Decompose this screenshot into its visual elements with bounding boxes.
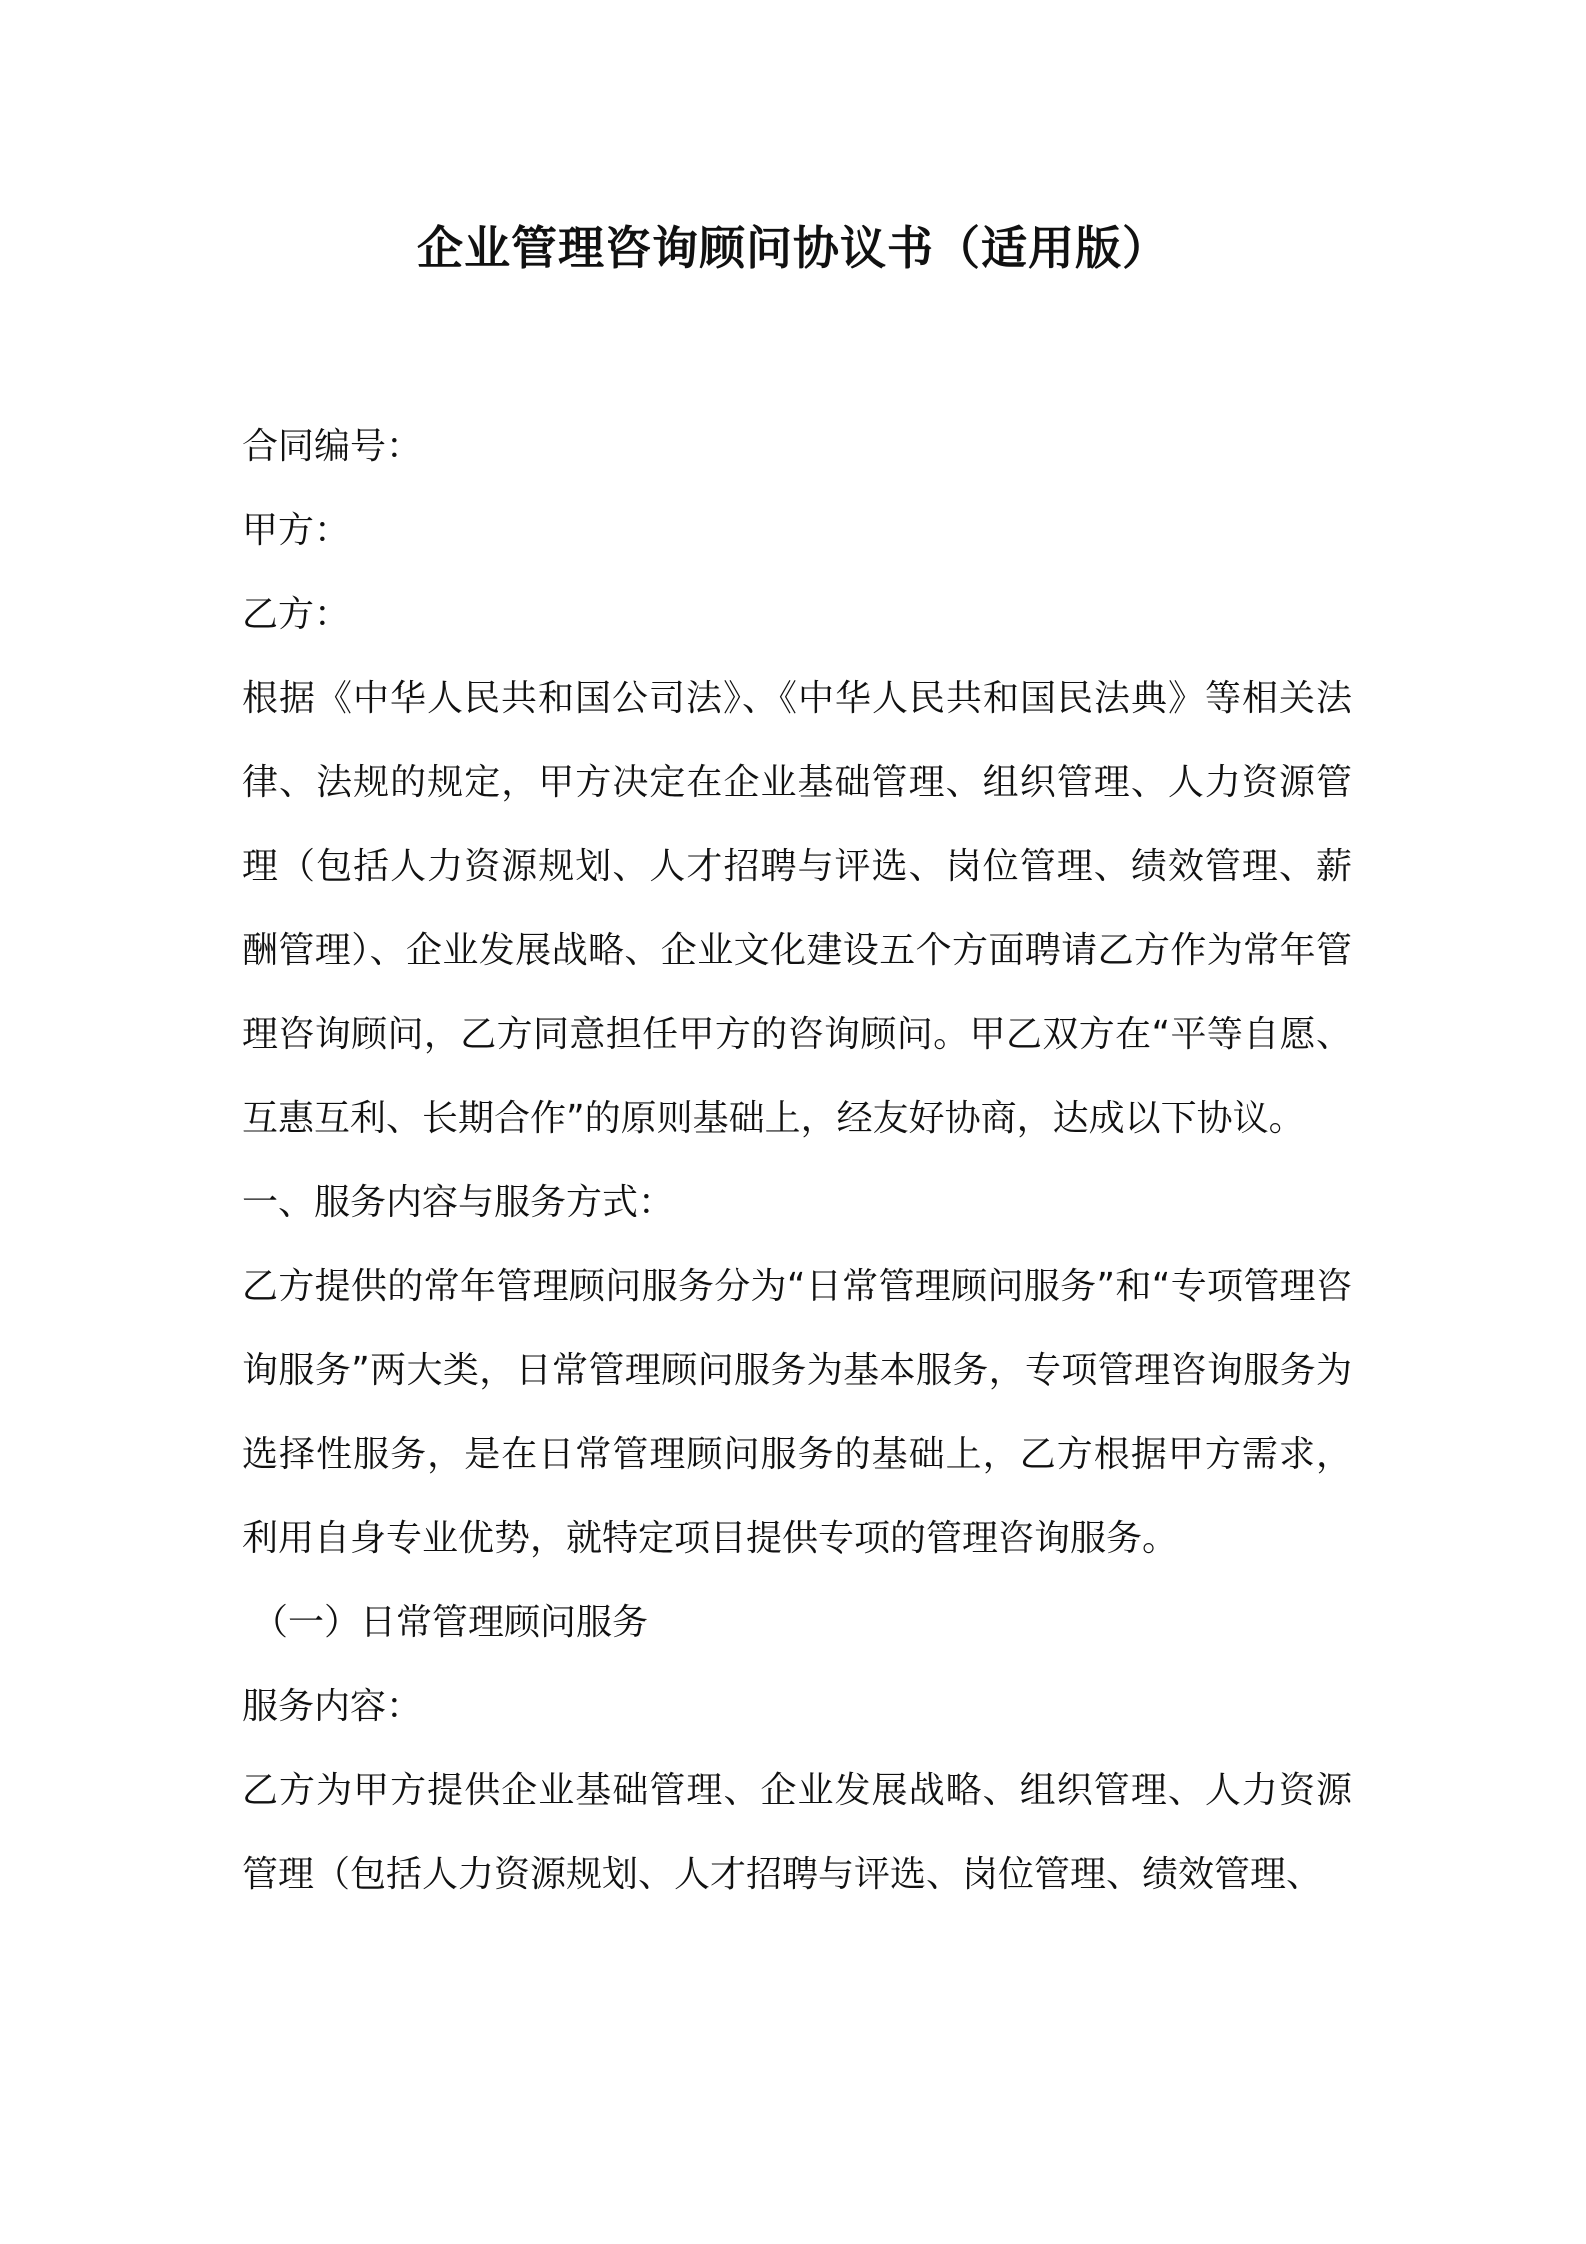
party-a-field: 甲方： (242, 510, 351, 551)
subsection-1-paragraph: 乙方为甲方提供企业基础管理、企业发展战略、组织管理、人力资源管理（包括人力资源规划、人才招聘与评选、岗位管理、绩效管理、 (242, 1770, 1352, 1895)
service-content-label: 服务内容： (242, 1686, 423, 1727)
section-1-heading: 一、服务内容与服务方式： (242, 1182, 675, 1223)
section-1-paragraph: 乙方提供的常年管理顾问服务分为“日常管理顾问服务”和“专项管理咨询服务”两大类，日常管理顾问服务为基本服务，专项管理咨询服务为选择性服务，是在日常管理顾问服务的基础上，乙方根据甲方需求，利用自身专业优势，就特定项目提供专项的管理咨询服务。 (242, 1266, 1352, 1559)
party-b-field: 乙方： (242, 594, 351, 635)
document-title: 企业管理咨询顾问协议书（适用版） (417, 221, 1169, 275)
preamble-paragraph: 根据《中华人民共和国公司法》、《中华人民共和国民法典》等相关法律、法规的规定，甲方决定在企业基础管理、组织管理、人力资源管理（包括人力资源规划、人才招聘与评选、岗位管理、绩效管理、薪酬管理）、企业发展战略、企业文化建设五个方面聘请乙方作为常年管理咨询顾问，乙方同意担任甲方的咨询顾问。甲乙双方在“平等自愿、互惠互利、长期合作”的原则基础上，经友好协商，达成以下协议。 (242, 678, 1352, 1139)
contract-number-field: 合同编号： (242, 426, 423, 467)
subsection-1-heading: （一）日常管理顾问服务 (252, 1602, 649, 1643)
document-body (242, 405, 1352, 1917)
